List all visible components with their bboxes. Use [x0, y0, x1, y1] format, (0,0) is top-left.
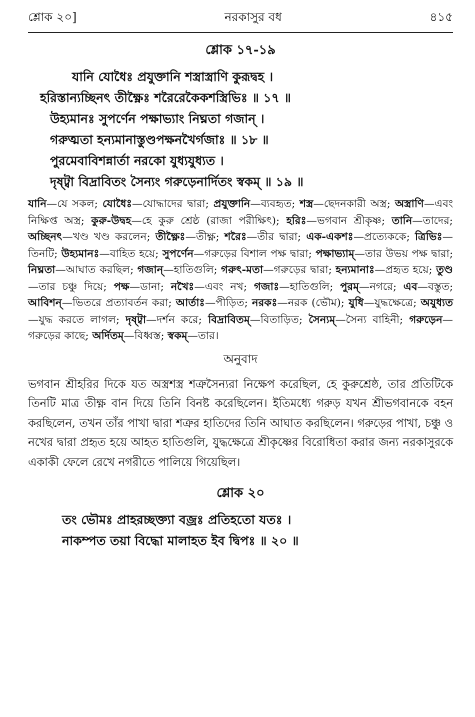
synonym-entry: যোধৈঃ—যোদ্ধাদের দ্বারা; — [102, 198, 214, 210]
synonym-word: হন্যমানাঃ — [335, 264, 375, 276]
synonym-entry: সৈন্যম্—সৈন্য বাহিনী; — [308, 313, 410, 326]
synonym-entry: এব—বস্তুত; — [403, 280, 454, 293]
verse-heading-17-19: শ্লোক ১৭-১৯ — [205, 43, 276, 58]
synonym-meaning: নগরে — [369, 280, 393, 293]
synonym-meaning: ব্যবহৃত — [260, 198, 292, 210]
synonym-meaning: বাহিত হয়ে — [109, 247, 156, 260]
verse-line: নাকম্পত তয়া বিদ্ধো মালাহত ইব দ্বিপঃ ॥ ২০ ॥ — [62, 533, 299, 548]
synonym-meaning: প্রত্যেককে — [364, 231, 407, 243]
synonym-entry: ত্রিভিঃ—তিনটি; — [28, 231, 454, 260]
synonym-entry: অস্ত্রাণি—এবং নিক্ষিপ্ত অস্ত্র; — [28, 198, 454, 227]
header-verse-ref: শ্লোক ২০] — [28, 10, 77, 24]
synonym-meaning: তীর দ্বারা — [257, 231, 298, 243]
synonym-word: যুধি — [348, 297, 364, 309]
synonym-meaning: বিতাড়িত — [260, 313, 299, 326]
synonym-word: সৈন্যম্ — [308, 313, 336, 326]
synonym-word: পক্ষ — [113, 280, 130, 293]
synonym-entry: কুরু-উদ্বহ—হে কুরু শ্রেষ্ঠ (রাজা পরীক্ষিৎ); — [91, 214, 287, 227]
synonym-entry: গরুড়েন—গরুড়ের কাছে; — [28, 313, 454, 342]
synonym-word: গজাঃ — [253, 280, 280, 293]
word-meanings — [28, 196, 453, 345]
synonym-word: এব — [403, 280, 418, 293]
synonym-meaning: নরক (ভৌম) — [287, 297, 341, 309]
synonym-entry: আর্তাঃ—পীড়িত; — [175, 297, 253, 309]
synonym-entry: নরকঃ—নরক (ভৌম); — [252, 297, 349, 309]
synonym-meaning: তাদের — [422, 214, 450, 227]
synonym-entry: নিঘ্নতা—আঘাত করছিল; — [28, 264, 138, 276]
synonym-meaning: ডানা — [140, 280, 161, 293]
verse-20-text — [28, 509, 453, 551]
verse-heading-20: শ্লোক ২০ — [216, 486, 265, 501]
synonym-word: শরৈঃ — [224, 231, 247, 243]
synonym-entry: গরুৎ-মতা—গরুড়ের দ্বারা; — [221, 264, 336, 276]
synonym-word: প্রযুক্তানি — [213, 198, 251, 210]
synonym-word: অর্দিতম্ — [92, 330, 124, 342]
synonym-entry: পক্ষ—ডানা; — [113, 280, 171, 293]
synonym-word: নিঘ্নতা — [28, 264, 56, 276]
synonym-word: অযুধ্যত — [420, 297, 454, 309]
synonym-meaning: সৈন্য বাহিনী — [345, 313, 400, 326]
synonym-word: দৃষ্ট্বা — [125, 313, 147, 326]
synonym-meaning: তার চঞ্চু দিয়ে — [38, 280, 104, 293]
synonym-meaning: এবং নখ — [204, 280, 244, 293]
synonym-word: যানি — [28, 198, 47, 210]
synonym-word: উহ্যমানঃ — [61, 247, 100, 260]
synonym-word: গজান্ — [137, 264, 164, 276]
synonym-meaning: যুদ্ধক্ষেত্রে — [374, 297, 414, 309]
synonym-meaning: হাতিগুলি — [173, 264, 214, 276]
synonym-word: গরুৎ-মতা — [221, 264, 264, 276]
synonym-entry: বিদ্রাবিতম্—বিতাড়িত; — [208, 313, 309, 326]
synonym-meaning: ভগবান শ্রীকৃষ্ণ — [317, 214, 382, 227]
synonym-word: পুরম্ — [340, 280, 359, 293]
synonym-meaning: তীক্ষ্ণ — [195, 231, 216, 243]
translation-text: ভগবান শ্রীহরির দিকে যত অস্ত্রশস্ত্র শত্রুসৈন্যরা নিক্ষেপ করেছিল, হে কুরুশ্রেষ্ঠ, তার প্রতিটিকে তিনটি মাত্র তীক্ষ্ণ বান দিয়ে তিনি বিনষ্ট করেছিলেন। ইতিমধ্যে গরুড় যখন শ্রীভগবানকে বহন করছিলেন, তখন তাঁর পাখা দ্বারা শত্রুর হাতিদের তিনি আঘাত করছিলেন। গরুড়ের পাখা, চঞ্চু ও নখের দ্বারা প্রহৃত হয়ে আহত হাতিগুলি, যুদ্ধক্ষেত্রে শ্রীকৃষ্ণের বিরোধিতা করার জন্য নরকাসুরকে একাকী ফেলে রেখে নগরীতে পালিয়ে গিয়েছিল। — [28, 377, 453, 469]
verse-line: গরুত্মতা হন্যমানাস্তুণ্ডপক্ষনখৈর্গজাঃ ॥ ১৮ ॥ — [50, 132, 269, 147]
synonym-entry: যানি—যে সকল; — [28, 198, 103, 210]
synonym-word: গরুড়েন — [409, 313, 443, 326]
header-page-number: ৪১৫ — [429, 10, 453, 24]
translation-heading: অনুবাদ — [223, 351, 258, 366]
synonym-entry: আবিশন্—ভিতরে প্রত্যাবর্তন করা; — [28, 297, 176, 309]
synonym-word: স্বকম্ — [167, 330, 188, 342]
synonym-word: অস্ত্রাণি — [394, 198, 424, 210]
synonym-entry: অচ্ছিনৎ—খণ্ড খণ্ড করলেন; — [28, 231, 156, 243]
page-header — [28, 10, 453, 33]
synonym-entry: তানি—তাদের; — [391, 214, 453, 227]
synonym-entry: হরিঃ—ভগবান শ্রীকৃষ্ণ; — [286, 214, 392, 227]
synonym-entry: এক-একশঃ—প্রত্যেককে; — [306, 231, 416, 243]
synonym-word: পক্ষাভ্যাম্ — [315, 247, 355, 260]
synonym-entry: শরৈঃ—তীর দ্বারা; — [224, 231, 307, 243]
synonym-entry: তুণ্ড—তার চঞ্চু দিয়ে; — [28, 264, 454, 293]
synonym-word: তুণ্ড — [436, 264, 454, 276]
synonym-entry: দৃষ্ট্বা—দর্শন করে; — [125, 313, 209, 326]
synonym-entry: প্রযুক্তানি—ব্যবহৃত; — [213, 198, 300, 210]
synonym-entry: হন্যমানাঃ—প্রহৃত হয়ে; — [335, 264, 437, 276]
synonym-meaning: ছেদনকারী অস্ত্র — [323, 198, 387, 210]
verse-line: উহ্যমানঃ সুপর্ণেন পক্ষাভ্যাং নিঘ্নতা গজান্ । — [50, 111, 265, 126]
synonym-entry: তীক্ষ্ণৈঃ—তীক্ষ্ণ; — [155, 231, 225, 243]
synonym-meaning: তার — [197, 330, 215, 342]
synonym-meaning: ভিতরে প্রত্যাবর্তন করা — [72, 297, 169, 309]
synonym-meaning: বস্তুত — [427, 280, 450, 293]
verse-17-19-text — [28, 66, 453, 192]
synonym-entry: গজান্—হাতিগুলি; — [137, 264, 222, 276]
synonym-entry: পুরম্—নগরে; — [340, 280, 404, 293]
synonym-word: শস্ত্র — [299, 198, 314, 210]
synonym-meaning: যোদ্ধাদের দ্বারা — [142, 198, 206, 210]
verse-line: যানি যোধৈঃ প্রযুক্তানি শস্ত্রাস্ত্রাণি কুরূদ্বহ । — [72, 69, 274, 84]
synonym-word: যোধৈঃ — [102, 198, 133, 210]
synonym-word: তীক্ষ্ণৈঃ — [155, 231, 186, 243]
synonym-meaning: আঘাত করছিল — [65, 264, 131, 276]
synonym-meaning: যুদ্ধ করতে লাগল — [38, 313, 116, 326]
synonym-entry: যুধি—যুদ্ধক্ষেত্রে; — [348, 297, 421, 309]
synonym-word: সুপর্ণেন — [162, 247, 194, 260]
synonym-entry: অযুধ্যত—যুদ্ধ করতে লাগল; — [28, 297, 454, 326]
verse-line: দৃষ্ট্বা বিদ্রাবিতং সৈন্যং গরুড়েনার্দিতং স্বকম্ ॥ ১৯ ॥ — [50, 174, 304, 189]
synonym-meaning: বিধ্বস্ত — [134, 330, 161, 342]
synonym-entry: নখৈঃ—এবং নখ; — [170, 280, 254, 293]
verse-line: পুরমেবাবিশন্নার্তা নরকো যুধ্যযুধ্যত । — [50, 153, 224, 168]
synonym-meaning: তিনটি — [28, 247, 55, 260]
synonym-meaning: খণ্ড খণ্ড করলেন — [72, 231, 147, 243]
header-chapter-title: নরকাসুর বধ — [224, 10, 282, 24]
synonym-word: নরকঃ — [252, 297, 278, 309]
synonym-word: এক-একশঃ — [306, 231, 354, 243]
synonym-word: ত্রিভিঃ — [415, 231, 443, 243]
synonym-word: বিদ্রাবিতম্ — [208, 313, 250, 326]
synonym-meaning: হে কুরু শ্রেষ্ঠ (রাজা পরীক্ষিৎ) — [141, 214, 277, 227]
synonym-meaning: গরুড়ের বিশাল পক্ষ দ্বারা — [204, 247, 309, 260]
synonym-entry: সুপর্ণেন—গরুড়ের বিশাল পক্ষ দ্বারা; — [162, 247, 316, 260]
synonym-meaning: দর্শন করে — [156, 313, 199, 326]
synonym-entry: উহ্যমানঃ—বাহিত হয়ে; — [61, 247, 163, 260]
synonym-meaning: প্রহৃত হয়ে — [385, 264, 429, 276]
synonym-word: আর্তাঃ — [175, 297, 205, 309]
synonym-word: নখৈঃ — [170, 280, 195, 293]
synonym-meaning: পীড়িত — [215, 297, 245, 309]
synonym-word: অচ্ছিনৎ — [28, 231, 63, 243]
synonym-meaning: হাতিগুলি — [289, 280, 330, 293]
synonym-meaning: গরুড়ের কাছে — [28, 330, 86, 342]
synonym-entry: স্বকম্—তার। — [167, 330, 219, 342]
synonym-entry: পক্ষাভ্যাম্—তার উভয় পক্ষ দ্বারা; — [315, 247, 454, 260]
synonym-entry: গজাঃ—হাতিগুলি; — [253, 280, 341, 293]
verse-line: তং ভৌমঃ প্রাহরচ্ছক্ত্যা বজ্রঃ প্রতিহতো যতঃ । — [62, 512, 292, 527]
synonym-word: কুরু-উদ্বহ — [91, 214, 132, 227]
synonym-word: আবিশন্ — [28, 297, 62, 309]
synonym-meaning: এবং নিক্ষিপ্ত অস্ত্র — [28, 198, 454, 227]
synonym-word: হরিঃ — [286, 214, 307, 227]
synonym-meaning: যে সকল — [57, 198, 95, 210]
synonym-meaning: গরুড়ের দ্বারা — [273, 264, 329, 276]
synonym-word: তানি — [391, 214, 413, 227]
synonym-meaning: তার উভয় পক্ষ দ্বারা — [364, 247, 450, 260]
verse-line: হরিস্তান্যচ্ছিনৎ তীক্ষ্ণৈঃ শরৈরেকৈকশস্ত্রিভিঃ ॥ ১৭ ॥ — [40, 90, 291, 105]
synonym-entry: শস্ত্র—ছেদনকারী অস্ত্র; — [299, 198, 395, 210]
synonym-entry: অর্দিতম্—বিধ্বস্ত; — [92, 330, 168, 342]
